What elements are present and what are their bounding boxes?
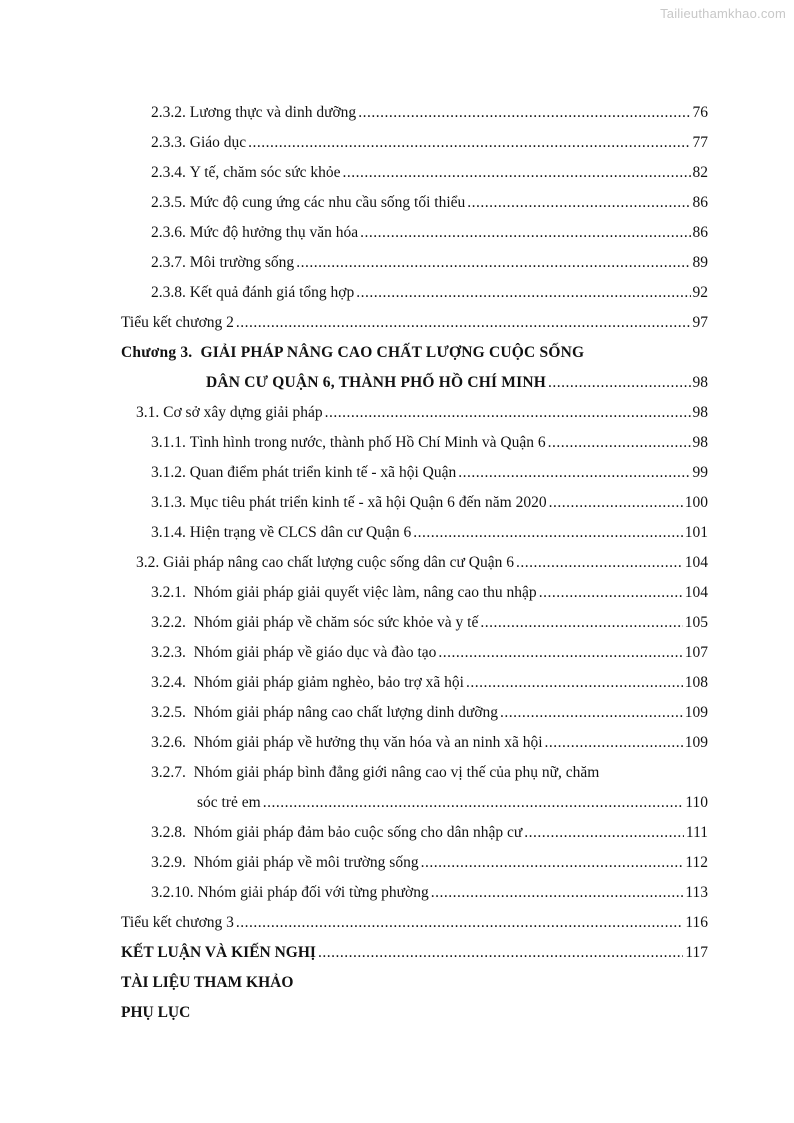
dot-leader (318, 938, 683, 968)
toc-entry[interactable] (121, 308, 708, 338)
toc-entry-references[interactable] (121, 968, 708, 998)
toc-entry[interactable] (151, 878, 708, 908)
watermark: Tailieuthamkhao.com (660, 6, 786, 21)
toc-entry-title: Nhóm giải pháp về chăm sóc sức khỏe và y tế (193, 614, 479, 631)
toc-entry-page: 89 (692, 254, 708, 271)
toc-entry-title: Mức độ cung ứng các nhu cầu sống tối thiểu (189, 194, 466, 211)
toc-entry[interactable] (121, 908, 708, 938)
toc-entry-title: Lương thực và dinh dưỡng (189, 104, 357, 121)
toc-entry-number: 3.1. (136, 404, 160, 421)
toc-entry-title: Nhóm giải pháp đảm bảo cuộc sống cho dân nhập cư (193, 824, 523, 841)
toc-entry-title: Nhóm giải pháp giảm nghèo, bảo trợ xã hội (193, 674, 464, 691)
toc-entry-title: Nhóm giải pháp đối với từng phường (197, 884, 429, 901)
dot-leader (360, 218, 690, 248)
dot-leader (524, 818, 684, 848)
toc-entry[interactable] (151, 98, 708, 128)
dot-leader (548, 428, 691, 458)
toc-entry-title: DÂN CƯ QUẬN 6, THÀNH PHỐ HỒ CHÍ MINH (206, 374, 547, 391)
dot-leader (549, 488, 683, 518)
toc-entry-page: 107 (684, 644, 708, 661)
dot-leader (438, 638, 682, 668)
toc-entry-number: 3.2. (136, 554, 160, 571)
toc-entry[interactable] (206, 368, 708, 398)
toc-entry[interactable] (136, 398, 708, 428)
dot-leader (539, 578, 683, 608)
toc-entry-title: Tiểu kết chương 3 (121, 914, 234, 931)
toc-entry-title: Nhóm giải pháp về giáo dục và đào tạo (193, 644, 437, 661)
toc-entry[interactable] (151, 608, 708, 638)
dot-leader (236, 908, 683, 938)
dot-leader (548, 368, 690, 398)
toc-entry-page: 82 (692, 164, 708, 181)
toc-entry-page: 108 (684, 674, 708, 691)
toc-entry-title: Mức độ hưởng thụ văn hóa (189, 224, 359, 241)
toc-entry-number: Chương 3. (121, 344, 193, 361)
toc-entry-number: 2.3.3. (151, 134, 186, 151)
toc-entry[interactable] (151, 428, 708, 458)
dot-leader (467, 188, 690, 218)
toc-entry[interactable] (151, 128, 708, 158)
dot-leader (342, 158, 690, 188)
dot-leader (431, 878, 684, 908)
toc-entry-number: 3.1.3. (151, 494, 186, 511)
toc-entry-page: 100 (684, 494, 708, 511)
dot-leader (263, 788, 684, 818)
toc-entry-title: TÀI LIỆU THAM KHẢO (121, 974, 294, 991)
toc-entry-page: 116 (685, 914, 708, 931)
toc-entry-title: GIẢI PHÁP NÂNG CAO CHẤT LƯỢNG CUỘC SỐNG (200, 344, 585, 361)
toc-entry-number: 2.3.8. (151, 284, 186, 301)
toc-entry-page: 101 (684, 524, 708, 541)
toc-entry[interactable] (151, 158, 708, 188)
dot-leader (325, 398, 691, 428)
toc-entry-number: 3.2.10. (151, 884, 194, 901)
toc-entry-number: 3.2.7. (151, 764, 186, 781)
toc-entry-title: Nhóm giải pháp về môi trường sống (193, 854, 419, 871)
toc-entry-page: 98 (692, 404, 708, 421)
toc-entry-number: 2.3.4. (151, 164, 186, 181)
toc-entry-appendix[interactable] (121, 998, 708, 1028)
toc-entry-title: Cơ sở xây dựng giải pháp (163, 404, 323, 421)
toc-entry-title: sóc trẻ em (197, 794, 261, 811)
toc-entry[interactable] (136, 548, 708, 578)
toc-entry-page: 76 (692, 104, 708, 121)
toc-entry[interactable] (151, 218, 708, 248)
toc-entry-page: 111 (685, 824, 708, 841)
dot-leader (466, 668, 683, 698)
dot-leader (500, 698, 683, 728)
toc-entry-page: 110 (685, 794, 708, 811)
dot-leader (545, 728, 683, 758)
toc-entry-title: Môi trường sống (189, 254, 295, 271)
toc-entry-number: 3.1.2. (151, 464, 186, 481)
dot-leader (248, 128, 690, 158)
toc-entry-page: 97 (692, 314, 708, 331)
dot-leader (356, 278, 690, 308)
toc-entry-number: 3.2.2. (151, 614, 186, 631)
toc-entry-number: 3.2.6. (151, 734, 186, 751)
toc-chapter-heading[interactable] (121, 338, 708, 368)
toc-entry-page: 104 (684, 584, 708, 601)
toc-entry-title: Tiểu kết chương 2 (121, 314, 234, 331)
dot-leader (413, 518, 683, 548)
toc-entry-page: 104 (684, 554, 708, 571)
toc-entry[interactable] (151, 518, 708, 548)
toc-entry-title: Nhóm giải pháp nâng cao chất lượng dinh dưỡng (193, 704, 499, 721)
toc-entry[interactable] (151, 848, 708, 878)
toc-entry-title: Kết quả đánh giá tổng hợp (189, 284, 355, 301)
toc-entry[interactable] (151, 638, 708, 668)
toc-entry[interactable] (151, 188, 708, 218)
toc-entry-number: 2.3.2. (151, 104, 186, 121)
toc-entry[interactable] (151, 758, 708, 788)
toc-entry-page: 86 (692, 194, 708, 211)
toc-entry-number: 3.2.8. (151, 824, 186, 841)
toc-entry[interactable] (151, 728, 708, 758)
toc-entry-page: 109 (684, 704, 708, 721)
toc-entry-page: 77 (692, 134, 708, 151)
toc-entry-title: Quan điểm phát triển kinh tế - xã hội Quận (189, 464, 457, 481)
toc-entry-number: 3.2.9. (151, 854, 186, 871)
toc-entry-page: 98 (692, 374, 708, 391)
toc-entry-number: 2.3.7. (151, 254, 186, 271)
toc-entry-title: Mục tiêu phát triển kinh tế - xã hội Quận 6 đến năm 2020 (189, 494, 547, 511)
dot-leader (516, 548, 683, 578)
toc-entry-page: 86 (692, 224, 708, 241)
toc-entry-number: 3.1.4. (151, 524, 186, 541)
toc-entry-number: 2.3.5. (151, 194, 186, 211)
toc-entry-number: 3.1.1. (151, 434, 186, 451)
toc-entry-title: Tình hình trong nước, thành phố Hồ Chí Minh và Quận 6 (189, 434, 546, 451)
toc-entry-title: Nhóm giải pháp bình đẳng giới nâng cao vị thế của phụ nữ, chăm (193, 764, 600, 781)
toc-entry-title: PHỤ LỤC (121, 1004, 191, 1021)
toc-entry-title: Nhóm giải pháp giải quyết việc làm, nâng cao thu nhập (193, 584, 537, 601)
toc-entry-conclusion[interactable] (121, 938, 708, 968)
toc-entry[interactable] (151, 818, 708, 848)
toc-entry-title: Hiện trạng về CLCS dân cư Quận 6 (189, 524, 412, 541)
dot-leader (421, 848, 684, 878)
toc-entry-page: 98 (692, 434, 708, 451)
toc-entry[interactable] (151, 458, 708, 488)
toc-entry-title: Nhóm giải pháp về hưởng thụ văn hóa và an ninh xã hội (193, 734, 543, 751)
dot-leader (358, 98, 690, 128)
toc-entry-title: Giải pháp nâng cao chất lượng cuộc sống dân cư Quận 6 (163, 554, 514, 571)
toc-entry-title: KẾT LUẬN VÀ KIẾN NGHỊ (121, 944, 316, 961)
toc-entry-number: 3.2.5. (151, 704, 186, 721)
toc-entry[interactable] (151, 488, 708, 518)
toc-entry-page: 109 (684, 734, 708, 751)
toc-entry-page: 105 (684, 614, 708, 631)
toc-entry[interactable] (197, 788, 708, 818)
dot-leader (480, 608, 682, 638)
toc-entry-number: 3.2.3. (151, 644, 186, 661)
toc-entry-page: 117 (685, 944, 708, 961)
toc-entry-page: 99 (692, 464, 708, 481)
toc-entry[interactable] (151, 578, 708, 608)
toc-entry-title: Giáo dục (189, 134, 247, 151)
dot-leader (236, 308, 691, 338)
toc-entry[interactable] (151, 248, 708, 278)
toc-entry[interactable] (151, 278, 708, 308)
dot-leader (458, 458, 690, 488)
toc-entry[interactable] (151, 698, 708, 728)
toc-entry-page: 112 (685, 854, 708, 871)
dot-leader (296, 248, 690, 278)
toc-entry[interactable] (151, 668, 708, 698)
toc-entry-number: 3.2.4. (151, 674, 186, 691)
toc-entry-page: 113 (685, 884, 708, 901)
toc-entry-page: 92 (692, 284, 708, 301)
toc-entry-number: 2.3.6. (151, 224, 186, 241)
toc-entry-number: 3.2.1. (151, 584, 186, 601)
toc-entry-title: Y tế, chăm sóc sức khỏe (189, 164, 341, 181)
